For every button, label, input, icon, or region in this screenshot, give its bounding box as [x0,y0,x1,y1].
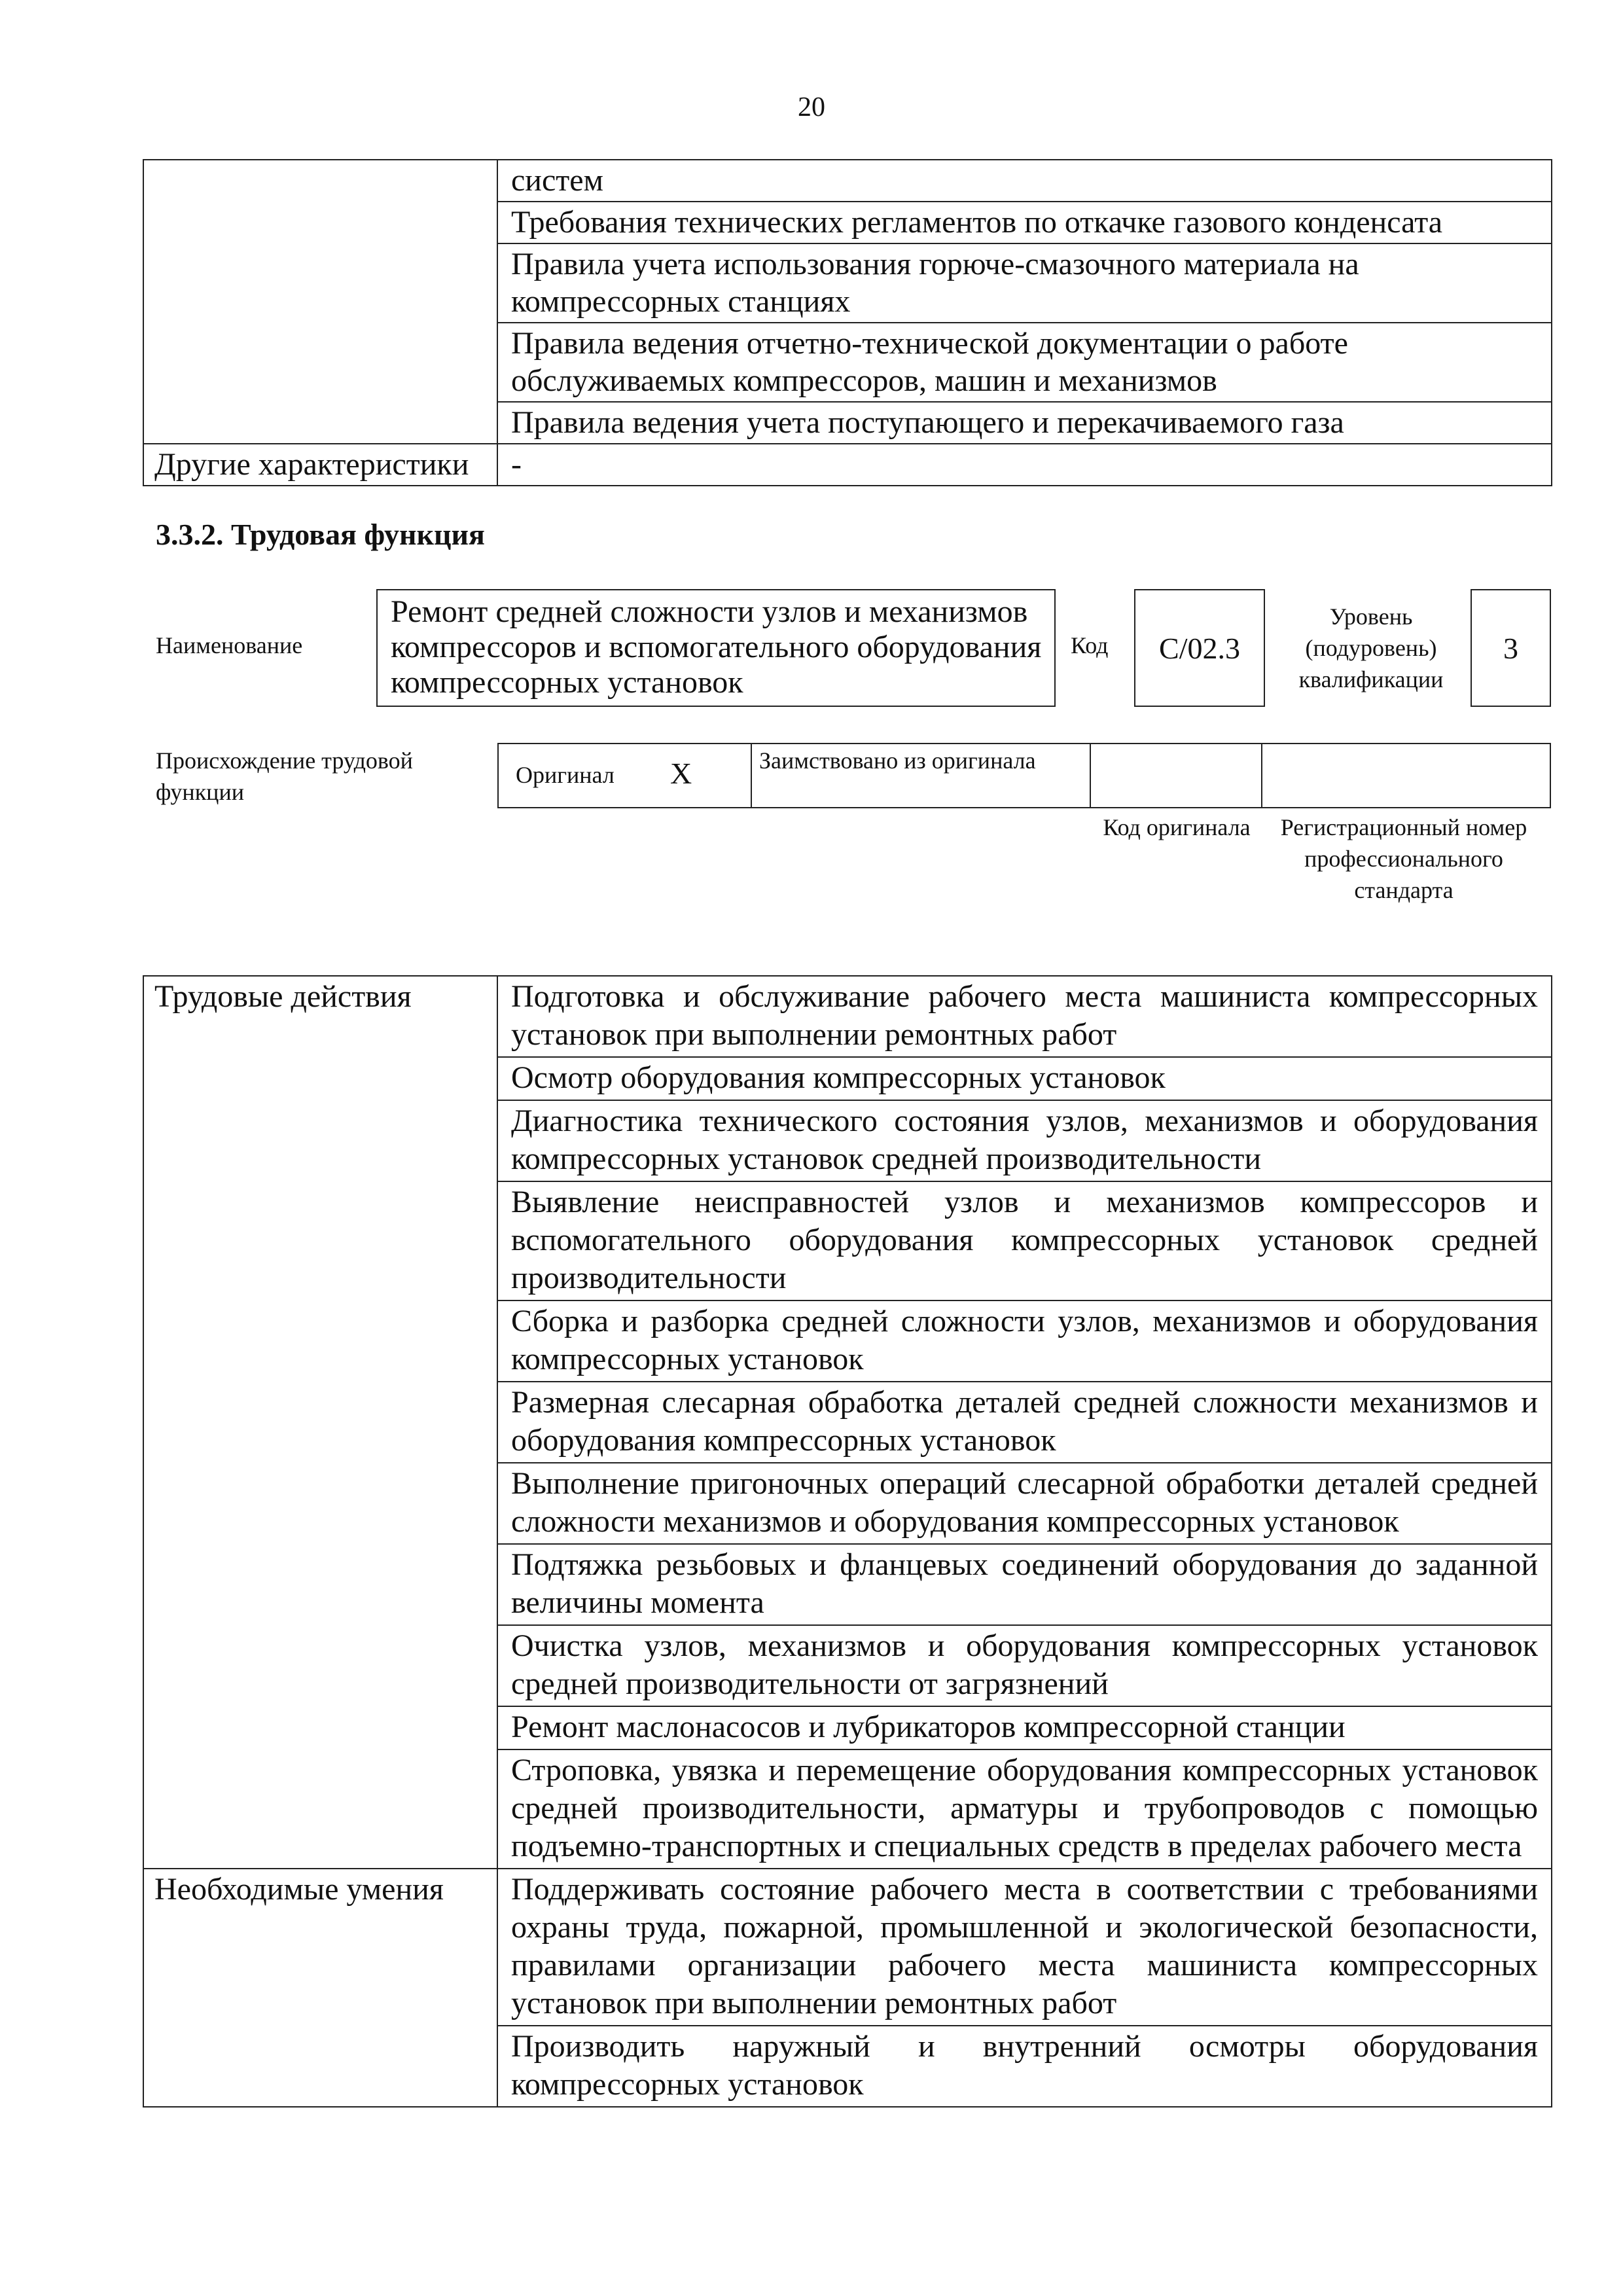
labor-action: Подготовка и обслуживание рабочего места машиниста компрессорных установок при выполнении ремонтных работ [497,976,1552,1057]
required-skill: Производить наружный и внутренний осмотры оборудования компрессорных установок [497,2026,1552,2107]
table-cell: Требования технических регламентов по откачке газового конденсата [497,202,1552,243]
qualification-level-label [1273,601,1469,695]
registration-number-caption: Регистрационный номер профессионального стандарта [1280,814,1527,903]
table-row [143,160,1552,202]
labor-action: Очистка узлов, механизмов и оборудования компрессорных установок средней производительности от загрязнений [497,1625,1552,1706]
table-cell: Правила учета использования горюче-смазочного материала на компрессорных станциях [497,243,1552,323]
labor-action: Диагностика технического состояния узлов, механизмов и оборудования компрессорных установок средней производительности [497,1100,1552,1181]
table-row [143,444,1552,486]
requirements-continuation-table [143,159,1552,486]
level-label-line: Уровень [1329,603,1413,630]
original-code-caption: Код оригинала [1103,814,1251,840]
required-skill: Поддерживать состояние рабочего места в соответствии с требованиями охраны труда, пожарной, промышленной и экологической безопасности, правилами организации рабочего места машиниста компрессорных установок при выполнении ремонтных работ [497,1869,1552,2026]
section-title: 3.3.2. Трудовая функция [156,518,485,551]
function-name-value: Ремонт средней сложности узлов и механизмов компрессоров и вспомогательного оборудования компрессорных установок [391,594,1042,700]
empty-label-cell [143,160,497,444]
name-label: Наименование [156,632,303,658]
code-label: Код [1071,632,1109,658]
other-characteristics-label: Другие характеристики [143,444,497,486]
labor-action: Строповка, увязка и перемещение оборудования компрессорных установок средней производительности, арматуры и трубопроводов с помощью подъемно-транспортных и специальных средств в пределах рабочего места [497,1749,1552,1869]
table-cell: Правила ведения учета поступающего и перекачиваемого газа [497,402,1552,444]
table-row [143,1869,1552,2026]
labor-action: Выявление неисправностей узлов и механизмов компрессоров и вспомогательного оборудования компрессорных установок средней производительности [497,1181,1552,1300]
origin-label: Происхождение трудовой функции [156,747,413,805]
labor-function-table [143,975,1552,2108]
level-label-line: квалификации [1298,666,1444,692]
labor-action: Сборка и разборка средней сложности узлов, механизмов и оборудования компрессорных установок [497,1300,1552,1382]
labor-actions-label: Трудовые действия [143,976,497,1869]
labor-action: Подтяжка резьбовых и фланцевых соединений оборудования до заданной величины момента [497,1544,1552,1625]
divider [1261,744,1262,807]
function-code-box [1134,589,1265,707]
original-label: Оригинал [516,762,615,788]
table-row [143,976,1552,1057]
other-characteristics-value: - [497,444,1552,486]
divider [751,744,752,807]
function-name-box [376,589,1056,707]
table-cell: систем [497,160,1552,202]
table-cell: Правила ведения отчетно-технической документации о работе обслуживаемых компрессоров, машин и механизмов [497,323,1552,402]
qualification-level-value: 3 [1503,631,1518,665]
labor-action: Выполнение пригоночных операций слесарной обработки деталей средней сложности механизмов и оборудования компрессорных установок [497,1463,1552,1544]
borrowed-label: Заимствовано из оригинала [759,747,1036,774]
original-mark: X [670,757,692,790]
labor-action: Размерная слесарная обработка деталей средней сложности механизмов и оборудования компрессорных установок [497,1382,1552,1463]
level-label-line: (подуровень) [1305,635,1437,661]
labor-action: Ремонт маслонасосов и лубрикаторов компрессорной станции [497,1706,1552,1749]
page-number: 20 [798,92,825,122]
required-skills-label: Необходимые умения [143,1869,497,2107]
divider [1090,744,1091,807]
qualification-level-box [1471,589,1551,707]
labor-action: Осмотр оборудования компрессорных установок [497,1057,1552,1100]
function-code-value: C/02.3 [1159,631,1240,665]
origin-table [497,743,1551,808]
